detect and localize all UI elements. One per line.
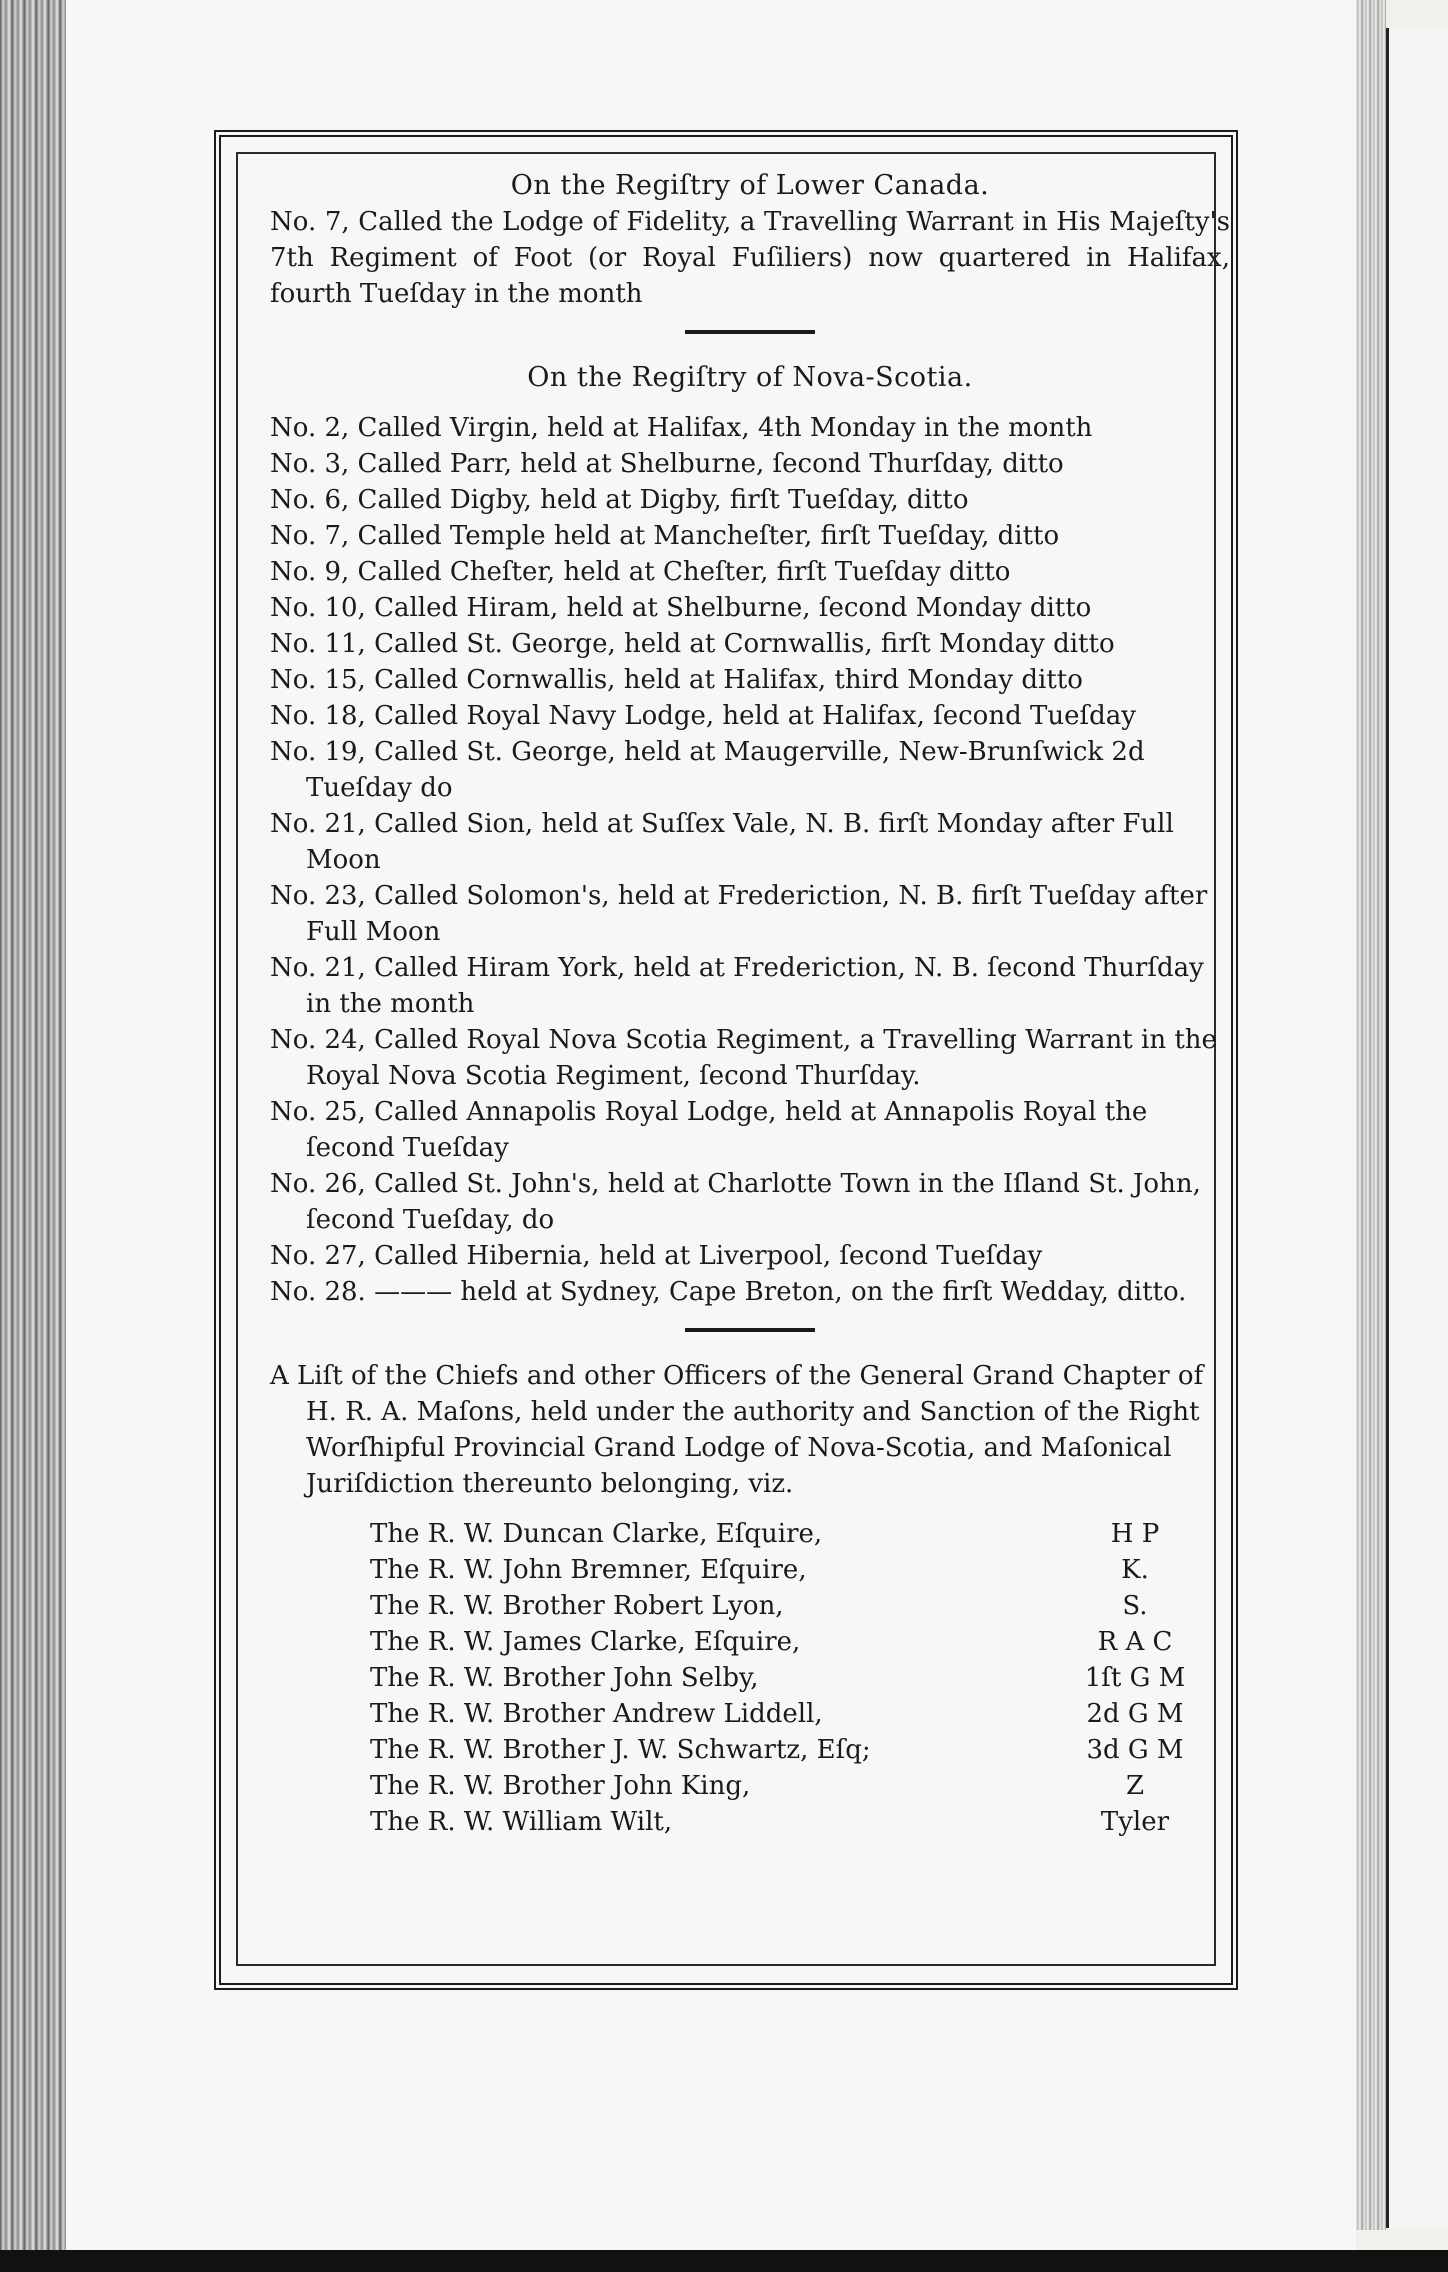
lodge-entry: No. 26, Called St. John's, held at Charlotte Town in the Iſland St. John, ſecond Tueſday, do: [270, 1169, 1201, 1235]
lodge-entry: No. 9, Called Cheſter, held at Cheſter, firſt Tueſday ditto: [270, 557, 1011, 587]
officer-name: The R. W. James Clarke, Eſquire,: [370, 1627, 801, 1657]
officer-name: The R. W. William Wilt,: [370, 1807, 673, 1837]
lodge-entry: No. 24, Called Royal Nova Scotia Regiment, a Travelling Warrant in the Royal Nova Scotia Regiment, ſecond Thurſday.: [270, 1025, 1217, 1091]
lodge-entry: No. 25, Called Annapolis Royal Lodge, held at Annapolis Royal the ſecond Tueſday: [270, 1097, 1148, 1163]
officer-name: The R. W. Brother Robert Lyon,: [370, 1591, 784, 1621]
officer-row: [270, 1804, 1230, 1840]
book-spine-edge: [0, 0, 66, 2272]
officer-row: [270, 1588, 1230, 1624]
officer-row: [270, 1516, 1230, 1552]
officer-title: K.: [1121, 1555, 1149, 1585]
page-stack-edge: [1356, 0, 1386, 2230]
officer-name: The R. W. Duncan Clarke, Eſquire,: [370, 1519, 823, 1549]
officer-row: [270, 1696, 1230, 1732]
section-heading-nova-scotia: On the Regiſtry of Nova-Scotia.: [527, 362, 973, 393]
lodge-entry: No. 10, Called Hiram, held at Shelburne, ſecond Monday ditto: [270, 593, 1092, 623]
lodge-entry: No. 7, Called Temple held at Mancheſter, firſt Tueſday, ditto: [270, 521, 1060, 551]
lodge-list: [270, 410, 1230, 1310]
officer-title: 3d G M: [1086, 1735, 1184, 1765]
lodge-entry: No. 3, Called Parr, held at Shelburne, ſecond Thurſday, ditto: [270, 449, 1064, 479]
officer-title: 1ſt G M: [1084, 1663, 1186, 1693]
facing-page: [1386, 28, 1448, 2228]
lodge-entry: No. 27, Called Hibernia, held at Liverpool, ſecond Tueſday: [270, 1241, 1043, 1271]
officer-row: [270, 1768, 1230, 1804]
officer-row: [270, 1732, 1230, 1768]
lodge-entry: No. 21, Called Sion, held at Suſſex Vale, N. B. firſt Monday after Full Moon: [270, 809, 1174, 875]
officer-name: The R. W. Brother John Selby,: [370, 1663, 759, 1693]
officers-list-intro: A Liſt of the Chiefs and other Officers of the General Grand Chapter of H. R. A. Maſons, held under the authority and Sanction of the Right Worſhipful Provincial Grand Lodge of Nova-Scotia, and Maſonical Juriſdiction thereunto belonging, viz.: [270, 1361, 1204, 1499]
lodge-entry: No. 15, Called Cornwallis, held at Halifax, third Monday ditto: [270, 665, 1083, 695]
officer-row: [270, 1552, 1230, 1588]
lodge-entry: No. 23, Called Solomon's, held at Frederiction, N. B. firſt Tueſday after Full Moon: [270, 881, 1208, 947]
officer-name: The R. W. Brother J. W. Schwartz, Eſq;: [370, 1735, 871, 1765]
officer-title: Z: [1125, 1771, 1145, 1801]
divider-rule: [685, 330, 815, 334]
officers-list: [270, 1516, 1230, 1840]
section-heading-lower-canada: On the Regiſtry of Lower Canada.: [510, 170, 990, 201]
officer-name: The R. W. Brother John King,: [370, 1771, 751, 1801]
lodge-entry: No. 11, Called St. George, held at Cornwallis, firſt Monday ditto: [270, 629, 1115, 659]
officer-title: S.: [1122, 1591, 1148, 1621]
officer-title: R A C: [1097, 1627, 1173, 1657]
lodge-entry: No. 2, Called Virgin, held at Halifax, 4th Monday in the month: [270, 413, 1093, 443]
lodge-entry: No. 18, Called Royal Navy Lodge, held at Halifax, ſecond Tueſday: [270, 701, 1136, 731]
officer-name: The R. W. John Bremner, Eſquire,: [370, 1555, 807, 1585]
officer-title: Tyler: [1100, 1807, 1170, 1837]
lower-canada-entry: No. 7, Called the Lodge of Fidelity, a Travelling Warrant in His Majeſty's 7th Regiment of Foot (or Royal Fuſiliers) now quartered in Halifax, fourth Tueſday in the month: [270, 207, 1230, 309]
officer-row: [270, 1660, 1230, 1696]
divider-rule: [685, 1328, 815, 1332]
officer-row: [270, 1624, 1230, 1660]
scan-bottom-margin: [0, 2250, 1448, 2272]
page-text: [270, 168, 1230, 1840]
officer-title: 2d G M: [1086, 1699, 1184, 1729]
officer-title: H P: [1110, 1519, 1160, 1549]
lodge-entry: No. 21, Called Hiram York, held at Frederiction, N. B. ſecond Thurſday in the month: [270, 953, 1204, 1019]
lodge-entry: No. 19, Called St. George, held at Maugerville, New-Brunſwick 2d Tueſday do: [270, 737, 1145, 803]
officer-name: The R. W. Brother Andrew Liddell,: [370, 1699, 823, 1729]
lodge-entry: No. 28. ——— held at Sydney, Cape Breton, on the firſt Wedday, ditto.: [270, 1277, 1187, 1307]
lodge-entry: No. 6, Called Digby, held at Digby, firſt Tueſday, ditto: [270, 485, 969, 515]
